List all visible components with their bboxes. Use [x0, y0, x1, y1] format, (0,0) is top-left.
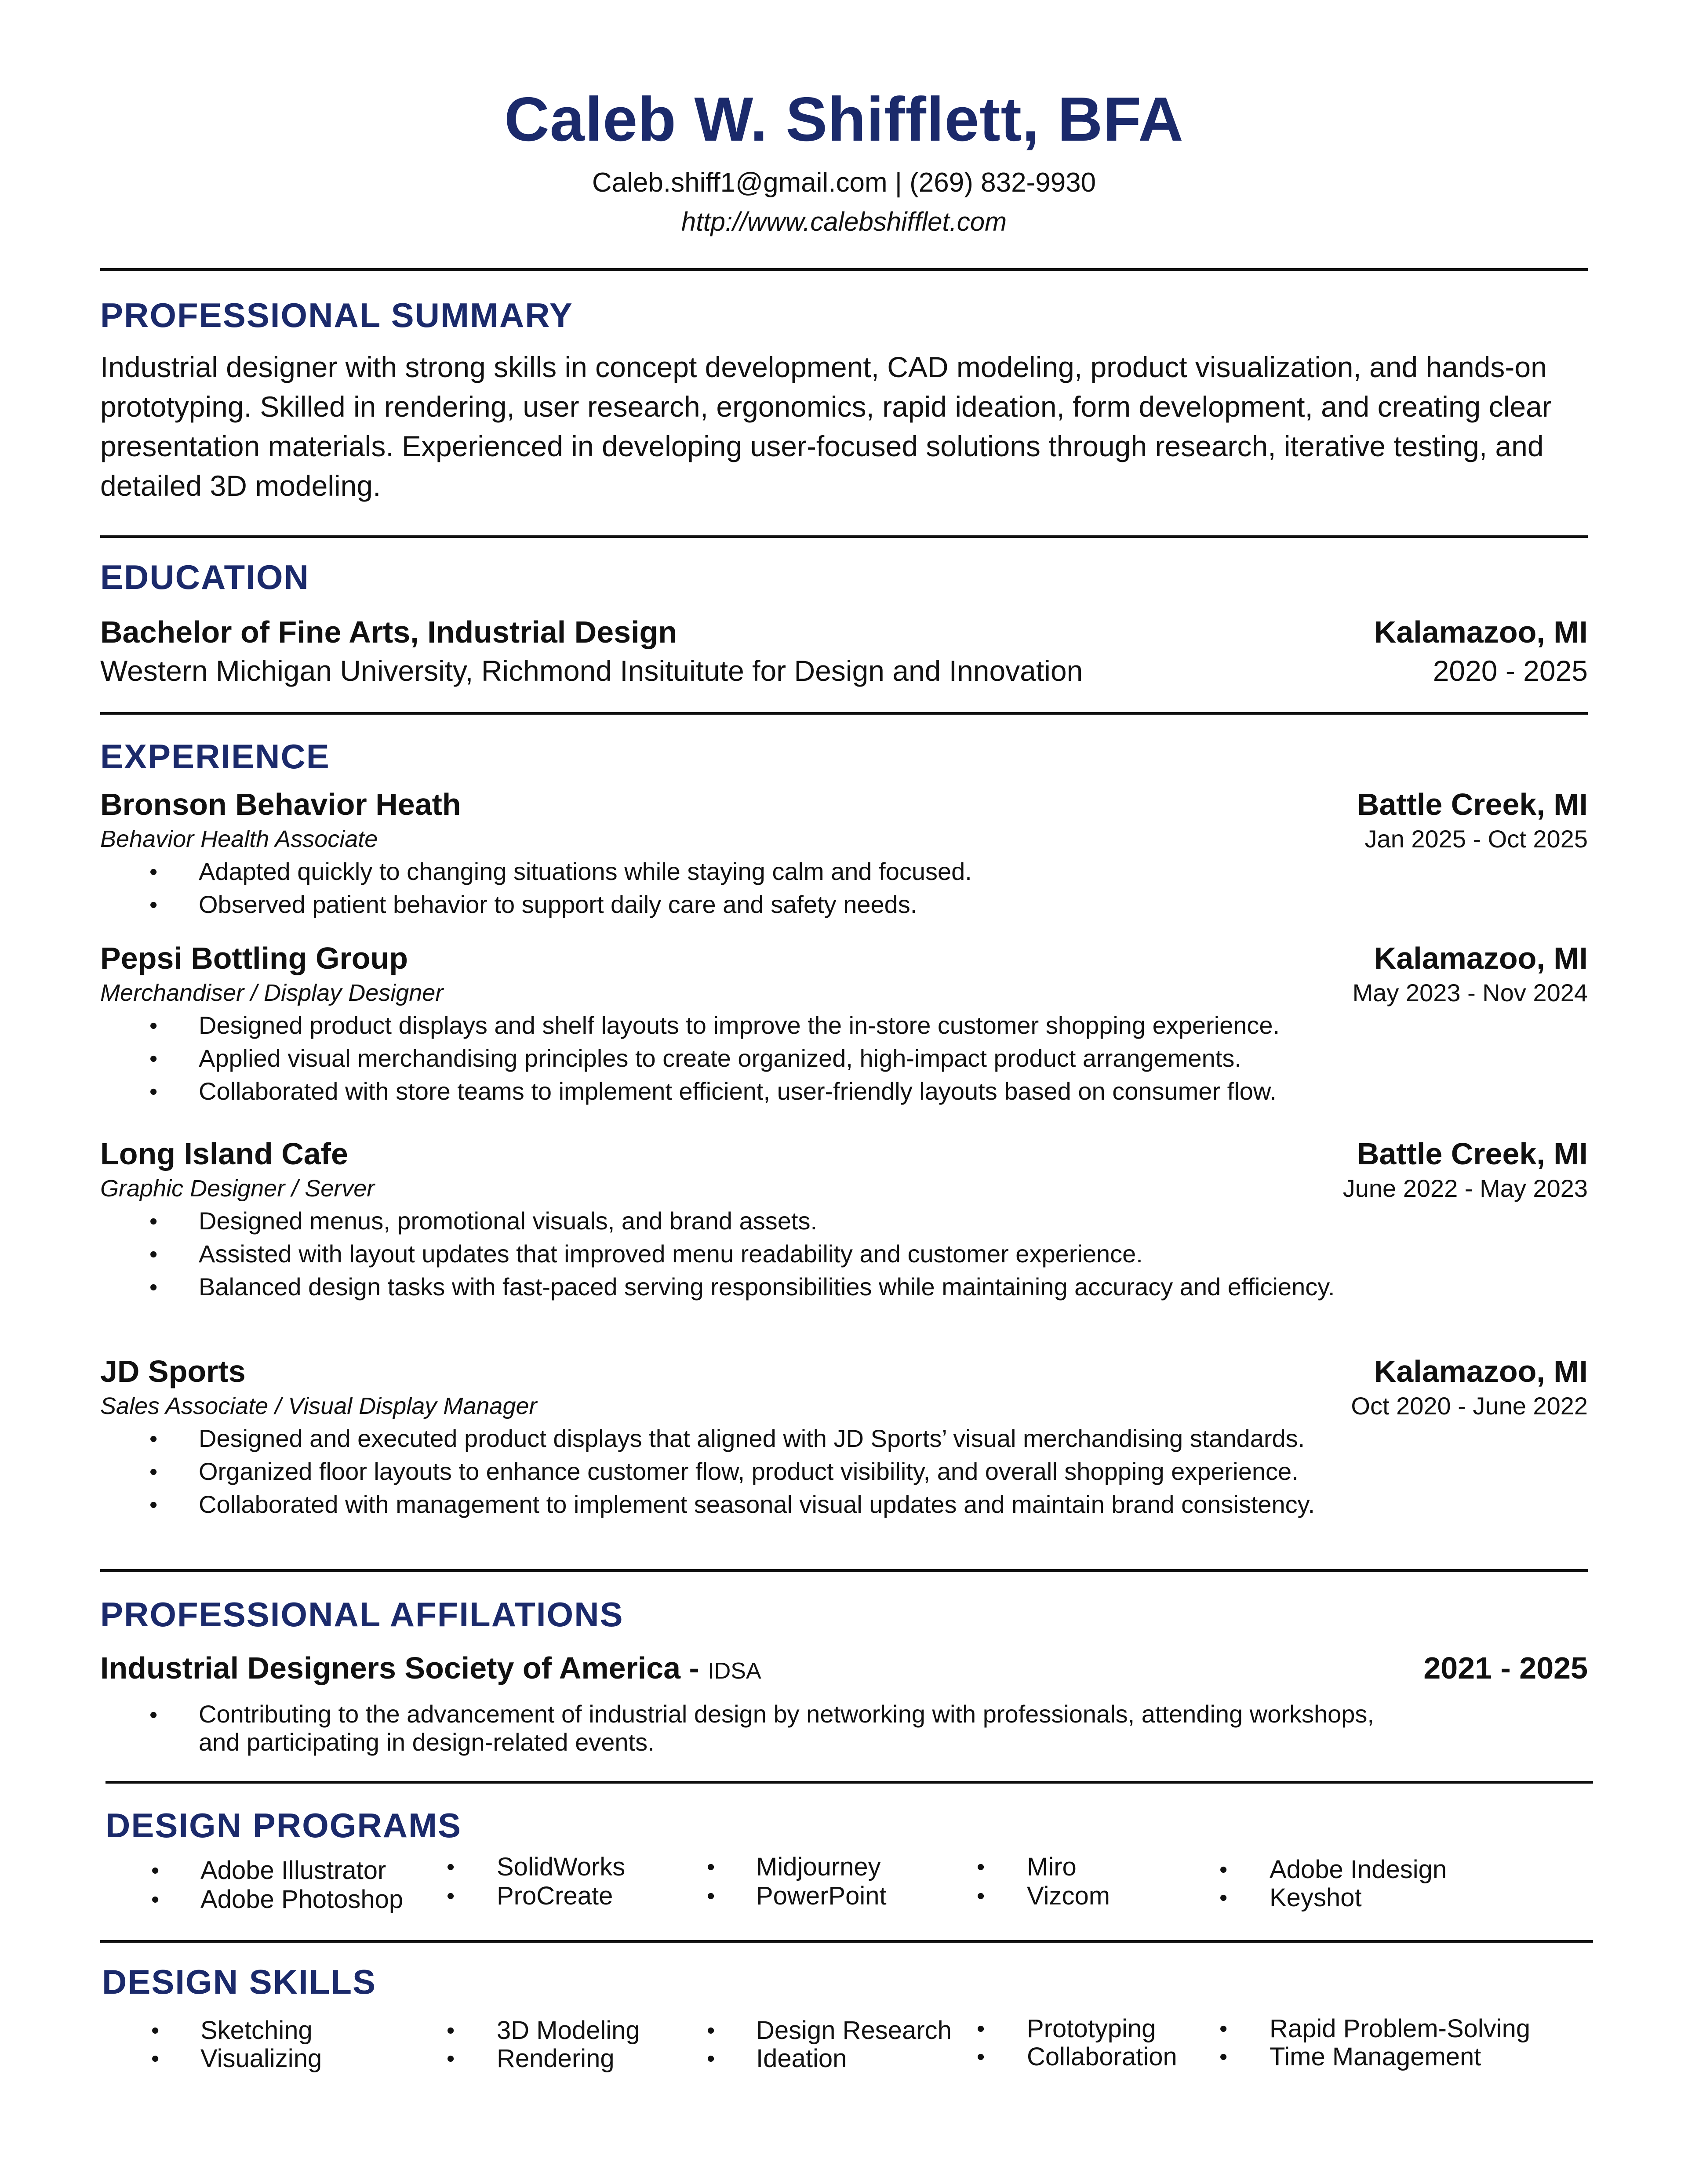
- bullet-marker: •: [149, 1046, 158, 1072]
- program-item: SolidWorks: [497, 1853, 626, 1881]
- affiliation-org-name: Industrial Designers Society of America -: [100, 1651, 699, 1685]
- bullet-marker: •: [149, 1209, 158, 1234]
- bullet-marker: •: [447, 1854, 455, 1880]
- job-location: Kalamazoo, MI: [1374, 941, 1588, 975]
- job-company: Long Island Cafe: [100, 1137, 348, 1171]
- skill-item: Prototyping: [1027, 2014, 1156, 2043]
- divider: [100, 535, 1588, 538]
- programs-heading: DESIGN PROGRAMS: [106, 1806, 462, 1845]
- program-item: Vizcom: [1027, 1882, 1110, 1910]
- skill-item: Design Research: [756, 2016, 952, 2045]
- website-link[interactable]: http://www.calebshifflet.com: [681, 207, 1007, 236]
- education-location: Kalamazoo, MI: [1374, 615, 1588, 649]
- job-dates: Jan 2025 - Oct 2025: [1364, 825, 1588, 853]
- affiliation-org: [100, 1650, 761, 1686]
- divider: [100, 1940, 1593, 1943]
- job-bullet: Collaborated with management to implement seasonal visual updates and maintain brand consistency.: [199, 1490, 1315, 1518]
- job-company: JD Sports: [100, 1354, 246, 1388]
- bullet-marker: •: [149, 1079, 158, 1105]
- job-role: Merchandiser / Display Designer: [100, 980, 444, 1006]
- bullet-marker: •: [707, 1883, 715, 1909]
- affiliation-years: 2021 - 2025: [1423, 1651, 1588, 1685]
- program-item: Adobe Photoshop: [200, 1885, 404, 1914]
- job-bullet: Observed patient behavior to support daily care and safety needs.: [199, 890, 917, 918]
- job-bullet: Assisted with layout updates that improved menu readability and customer experience.: [199, 1240, 1143, 1268]
- bullet-marker: •: [977, 1854, 985, 1880]
- job-role: Behavior Health Associate: [100, 826, 378, 852]
- job-location: Battle Creek, MI: [1357, 1137, 1588, 1171]
- job-company: Pepsi Bottling Group: [100, 941, 408, 975]
- job-bullet: Designed menus, promotional visuals, and brand assets.: [199, 1207, 817, 1235]
- skill-item: Visualizing: [200, 2044, 322, 2073]
- bullet-marker: •: [977, 2044, 985, 2070]
- summary-heading: PROFESSIONAL SUMMARY: [100, 296, 573, 334]
- bullet-marker: •: [149, 1242, 158, 1267]
- bullet-marker: •: [707, 2046, 715, 2071]
- job-location: Battle Creek, MI: [1357, 787, 1588, 821]
- affiliations-heading: PROFESSIONAL AFFILATIONS: [100, 1595, 624, 1634]
- experience-heading: EXPERIENCE: [100, 737, 330, 776]
- bullet-marker: •: [149, 859, 158, 885]
- bullet-marker: •: [149, 1275, 158, 1300]
- job-dates: May 2023 - Nov 2024: [1352, 979, 1588, 1007]
- affiliation-bullet: Contributing to the advancement of industrial design by networking with professionals, attending workshops, and participating in design-related events.: [199, 1700, 1374, 1756]
- bullet-marker: •: [1219, 2044, 1228, 2070]
- bullet-marker: •: [149, 1702, 158, 1728]
- bullet-marker: •: [977, 1883, 985, 1909]
- job-bullet: Applied visual merchandising principles to create organized, high-impact product arrangements.: [199, 1044, 1241, 1072]
- candidate-name: Caleb W. Shifflett, BFA: [504, 84, 1184, 154]
- bullet-marker: •: [977, 2016, 985, 2042]
- program-item: Adobe Indesign: [1270, 1855, 1447, 1884]
- job-bullet: Designed product displays and shelf layouts to improve the in-store customer shopping experience.: [199, 1011, 1280, 1039]
- divider: [106, 1781, 1593, 1784]
- bullet-marker: •: [149, 1013, 158, 1039]
- skill-item: Ideation: [756, 2044, 847, 2073]
- bullet-marker: •: [707, 2018, 715, 2043]
- program-item: ProCreate: [497, 1882, 613, 1910]
- bullet-marker: •: [447, 2018, 455, 2043]
- bullet-marker: •: [1219, 2016, 1228, 2042]
- bullet-marker: •: [151, 2018, 160, 2043]
- bullet-marker: •: [707, 1854, 715, 1880]
- summary-text: Industrial designer with strong skills in concept development, CAD modeling, product visualization, and hands-on prototyping. Skilled in rendering, user research, ergonomics, rapid ideation, form development, and creating clear presentation materials. Experienced in developing user-focused solutions through research, iterative testing, and detailed 3D modeling.: [100, 351, 1552, 502]
- bullet-marker: •: [149, 1492, 158, 1518]
- job-bullet: Organized floor layouts to enhance customer flow, product visibility, and overall shopping experience.: [199, 1457, 1299, 1485]
- bullet-marker: •: [149, 1426, 158, 1452]
- job-location: Kalamazoo, MI: [1374, 1354, 1588, 1388]
- skill-item: Rapid Problem-Solving: [1270, 2014, 1531, 2043]
- skill-item: Rendering: [497, 2044, 615, 2073]
- skill-item: Time Management: [1270, 2042, 1481, 2071]
- bullet-marker: •: [447, 2046, 455, 2071]
- contact-info: Caleb.shiff1@gmail.com | (269) 832-9930: [592, 167, 1096, 198]
- bullet-marker: •: [447, 1883, 455, 1909]
- job-dates: June 2022 - May 2023: [1342, 1174, 1588, 1202]
- skills-heading: DESIGN SKILLS: [102, 1962, 377, 2001]
- skill-item: Collaboration: [1027, 2042, 1177, 2071]
- education-degree: Bachelor of Fine Arts, Industrial Design: [100, 615, 677, 649]
- skill-item: Sketching: [200, 2016, 313, 2045]
- affiliation-abbr: IDSA: [708, 1658, 761, 1684]
- education-years: 2020 - 2025: [1433, 654, 1588, 687]
- divider: [100, 712, 1588, 715]
- bullet-marker: •: [151, 1858, 160, 1883]
- skill-item: 3D Modeling: [497, 2016, 640, 2045]
- program-item: PowerPoint: [756, 1882, 887, 1910]
- job-dates: Oct 2020 - June 2022: [1351, 1392, 1588, 1420]
- education-heading: EDUCATION: [100, 558, 309, 596]
- job-bullet: Balanced design tasks with fast-paced serving responsibilities while maintaining accuracy and efficiency.: [199, 1273, 1335, 1301]
- bullet-marker: •: [1219, 1857, 1228, 1882]
- job-role: Sales Associate / Visual Display Manager: [100, 1393, 537, 1419]
- bullet-marker: •: [149, 892, 158, 918]
- bullet-marker: •: [149, 1459, 158, 1485]
- job-company: Bronson Behavior Heath: [100, 787, 461, 821]
- job-role: Graphic Designer / Server: [100, 1175, 375, 1202]
- bullet-marker: •: [151, 1887, 160, 1912]
- job-bullet: Designed and executed product displays that aligned with JD Sports’ visual merchandising standards.: [199, 1425, 1305, 1452]
- job-bullet: Collaborated with store teams to implement efficient, user-friendly layouts based on consumer flow.: [199, 1077, 1277, 1105]
- job-bullet: Adapted quickly to changing situations while staying calm and focused.: [199, 858, 972, 885]
- divider: [100, 268, 1588, 271]
- divider: [100, 1569, 1588, 1572]
- bullet-marker: •: [151, 2046, 160, 2071]
- program-item: Keyshot: [1270, 1883, 1362, 1912]
- education-school: Western Michigan University, Richmond Insituitute for Design and Innovation: [100, 654, 1083, 687]
- program-item: Adobe Illustrator: [200, 1856, 386, 1885]
- program-item: Midjourney: [756, 1853, 881, 1881]
- bullet-marker: •: [1219, 1885, 1228, 1911]
- program-item: Miro: [1027, 1853, 1077, 1881]
